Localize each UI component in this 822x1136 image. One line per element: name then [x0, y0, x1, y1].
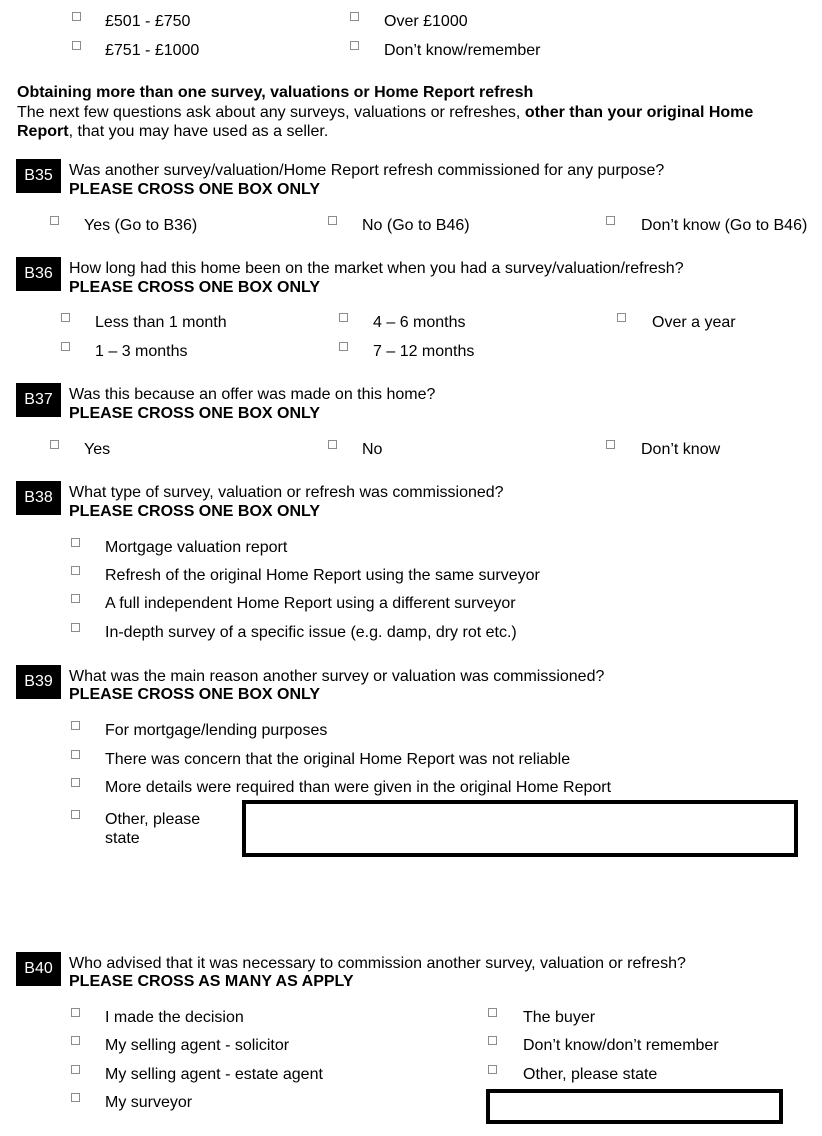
option-label: 1 – 3 months — [95, 343, 188, 360]
checkbox-mortgage-valuation[interactable] — [71, 538, 80, 547]
question-instruction: PLEASE CROSS ONE BOX ONLY — [69, 279, 321, 296]
question-text: Who advised that it was necessary to commission another survey, valuation or refresh? — [69, 955, 686, 972]
question-number: B37 — [16, 383, 61, 417]
intro-bold-text: other than your original Home Report — [17, 104, 754, 140]
option-label: Other, please state — [523, 1066, 658, 1083]
section-intro — [17, 103, 807, 141]
checkbox-over-1000[interactable] — [350, 12, 359, 21]
option-label: Mortgage valuation report — [105, 539, 288, 556]
option-label: A full independent Home Report using a different surveyor — [105, 595, 516, 612]
checkbox-other[interactable] — [488, 1065, 497, 1074]
option-label: For mortgage/lending purposes — [105, 722, 328, 739]
other-text-field[interactable] — [486, 1089, 783, 1124]
option-label: £751 - £1000 — [105, 42, 200, 59]
question-number: B40 — [16, 952, 61, 986]
checkbox-refresh-same-surveyor[interactable] — [71, 566, 80, 575]
other-text-field[interactable] — [242, 800, 798, 857]
option-label: Don’t know (Go to B46) — [641, 217, 808, 234]
other-label: Other, please — [105, 811, 201, 828]
option-label: No (Go to B46) — [362, 217, 470, 234]
checkbox-4-6-months[interactable] — [339, 313, 348, 322]
intro-text-end: , that you may have used as a seller. — [68, 123, 329, 140]
checkbox-dont-know[interactable] — [606, 440, 615, 449]
question-instruction: PLEASE CROSS ONE BOX ONLY — [69, 181, 321, 198]
option-label: Over £1000 — [384, 13, 468, 30]
option-label: Refresh of the original Home Report using the same surveyor — [105, 567, 540, 584]
question-text: How long had this home been on the market when you had a survey/valuation/refresh? — [69, 260, 684, 277]
checkbox-other[interactable] — [71, 810, 80, 819]
question-instruction: PLEASE CROSS ONE BOX ONLY — [69, 405, 321, 422]
section-heading: Obtaining more than one survey, valuations or Home Report refresh — [17, 84, 534, 101]
checkbox-dont-know[interactable] — [488, 1036, 497, 1045]
question-number: B35 — [16, 159, 61, 193]
option-label: 7 – 12 months — [373, 343, 475, 360]
other-label-continued: state — [105, 830, 140, 847]
checkbox-dont-know[interactable] — [606, 216, 615, 225]
checkbox-no[interactable] — [328, 216, 337, 225]
option-label: More details were required than were given in the original Home Report — [105, 779, 612, 796]
option-label: No — [362, 441, 383, 458]
option-label: My surveyor — [105, 1094, 193, 1111]
option-label: £501 - £750 — [105, 13, 191, 30]
question-text: What type of survey, valuation or refresh was commissioned? — [69, 484, 504, 501]
question-number: B36 — [16, 257, 61, 291]
question-instruction: PLEASE CROSS AS MANY AS APPLY — [69, 973, 354, 990]
question-number: B38 — [16, 481, 61, 515]
option-label: In-depth survey of a specific issue (e.g. damp, dry rot etc.) — [105, 624, 517, 641]
option-label: Don’t know — [641, 441, 721, 458]
checkbox-less-than-1-month[interactable] — [61, 313, 70, 322]
question-instruction: PLEASE CROSS ONE BOX ONLY — [69, 686, 321, 703]
checkbox-more-details-required[interactable] — [71, 778, 80, 787]
option-label: There was concern that the original Home Report was not reliable — [105, 751, 571, 768]
option-label: Don’t know/remember — [384, 42, 541, 59]
checkbox-yes[interactable] — [50, 216, 59, 225]
checkbox-full-independent-report[interactable] — [71, 594, 80, 603]
checkbox-buyer[interactable] — [488, 1008, 497, 1017]
checkbox-501-750[interactable] — [72, 12, 81, 21]
checkbox-mortgage-lending[interactable] — [71, 721, 80, 730]
option-label: 4 – 6 months — [373, 314, 466, 331]
option-label: My selling agent - estate agent — [105, 1066, 323, 1083]
checkbox-made-decision[interactable] — [71, 1008, 80, 1017]
option-label: The buyer — [523, 1009, 596, 1026]
question-text: What was the main reason another survey or valuation was commissioned? — [69, 668, 605, 685]
checkbox-agent-solicitor[interactable] — [71, 1036, 80, 1045]
checkbox-surveyor[interactable] — [71, 1093, 80, 1102]
question-number: B39 — [16, 665, 61, 699]
checkbox-over-a-year[interactable] — [617, 313, 626, 322]
intro-text: The next few questions ask about any surveys, valuations or refreshes, — [17, 104, 525, 121]
checkbox-1-3-months[interactable] — [61, 342, 70, 351]
checkbox-yes[interactable] — [50, 440, 59, 449]
checkbox-751-1000[interactable] — [72, 41, 81, 50]
option-label: Yes — [84, 441, 111, 458]
checkbox-in-depth-survey[interactable] — [71, 623, 80, 632]
checkbox-agent-estate-agent[interactable] — [71, 1065, 80, 1074]
checkbox-no[interactable] — [328, 440, 337, 449]
checkbox-dont-know[interactable] — [350, 41, 359, 50]
option-label: I made the decision — [105, 1009, 244, 1026]
option-label: Don’t know/don’t remember — [523, 1037, 719, 1054]
checkbox-7-12-months[interactable] — [339, 342, 348, 351]
checkbox-concern-not-reliable[interactable] — [71, 750, 80, 759]
question-text: Was this because an offer was made on this home? — [69, 386, 436, 403]
option-label: Yes (Go to B36) — [84, 217, 198, 234]
option-label: Less than 1 month — [95, 314, 227, 331]
question-instruction: PLEASE CROSS ONE BOX ONLY — [69, 503, 321, 520]
question-text: Was another survey/valuation/Home Report refresh commissioned for any purpose? — [69, 162, 665, 179]
option-label: My selling agent - solicitor — [105, 1037, 290, 1054]
option-label: Over a year — [652, 314, 736, 331]
